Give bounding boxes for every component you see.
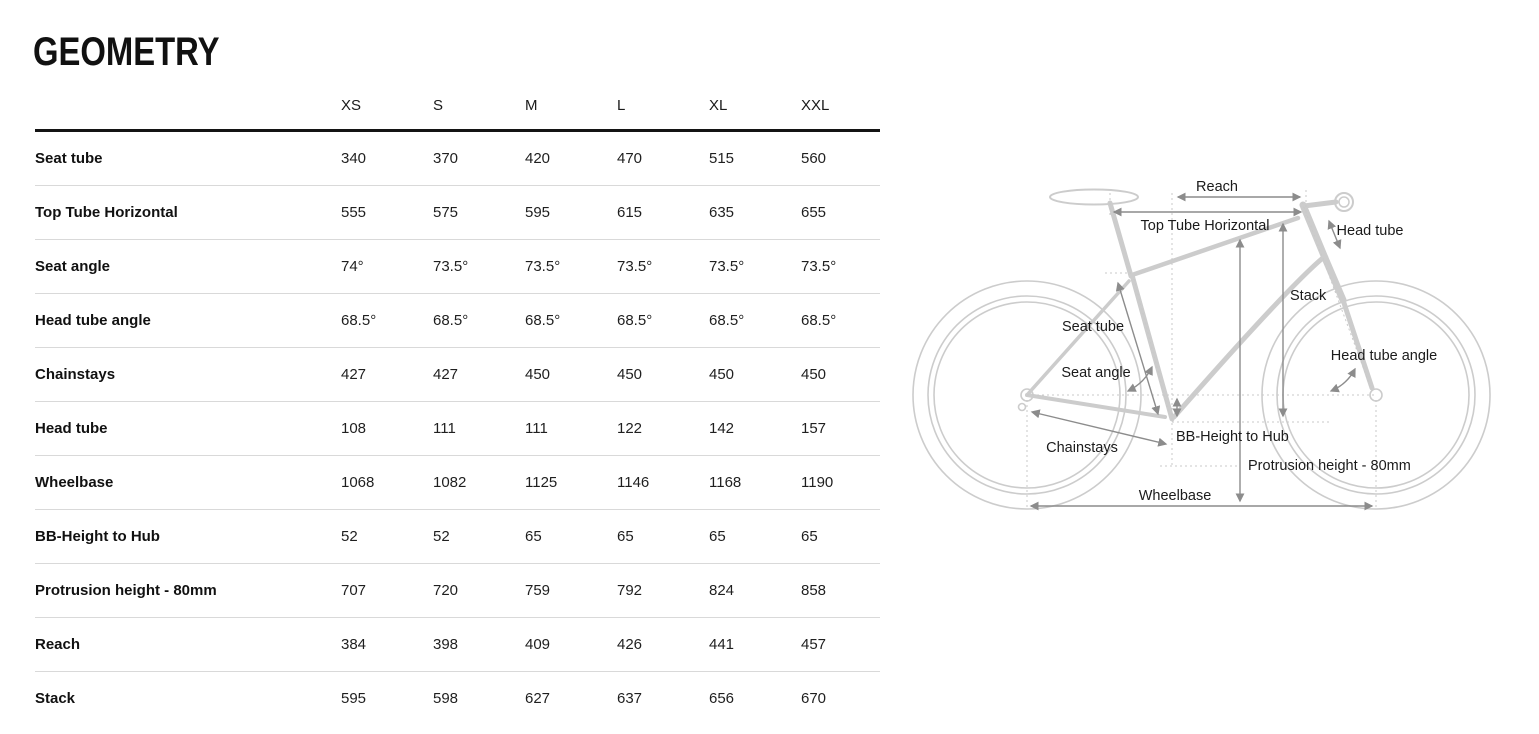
size-header-cell: XL bbox=[709, 96, 728, 114]
table-row bbox=[35, 132, 880, 186]
table-cell: 68.5° bbox=[709, 312, 745, 329]
size-header-cell: M bbox=[525, 96, 538, 114]
table-row bbox=[35, 402, 880, 456]
table-cell: 615 bbox=[617, 204, 643, 221]
table-cell: 441 bbox=[709, 636, 735, 653]
table-cell: 111 bbox=[433, 420, 456, 437]
table-cell: 73.5° bbox=[709, 258, 745, 275]
row-label: Seat tube bbox=[35, 150, 103, 167]
table-cell: 68.5° bbox=[617, 312, 653, 329]
size-header-cell: L bbox=[617, 96, 626, 114]
top-tube-horizontal-label: Top Tube Horizontal bbox=[1140, 218, 1270, 234]
table-cell: 450 bbox=[525, 366, 551, 383]
table-cell: 637 bbox=[617, 690, 643, 707]
table-row bbox=[35, 618, 880, 672]
table-cell: 1168 bbox=[709, 474, 742, 491]
table-cell: 68.5° bbox=[433, 312, 469, 329]
table-cell: 65 bbox=[801, 528, 818, 545]
table-cell: 1190 bbox=[801, 474, 834, 491]
geometry-table-header bbox=[35, 81, 880, 132]
table-cell: 420 bbox=[525, 150, 551, 167]
table-row bbox=[35, 456, 880, 510]
table-cell: 457 bbox=[801, 636, 827, 653]
table-cell: 73.5° bbox=[801, 258, 837, 275]
reach-label: Reach bbox=[1196, 179, 1238, 195]
table-cell: 157 bbox=[801, 420, 827, 437]
table-cell: 1125 bbox=[525, 474, 558, 491]
table-cell: 450 bbox=[617, 366, 643, 383]
table-row bbox=[35, 348, 880, 402]
size-header-cell: XS bbox=[341, 96, 362, 114]
seat-angle-label: Seat angle bbox=[1061, 365, 1131, 381]
row-label: Protrusion height - 80mm bbox=[35, 582, 217, 599]
bike-geometry-diagram bbox=[900, 165, 1539, 520]
table-cell: 560 bbox=[801, 150, 827, 167]
row-label: Seat angle bbox=[35, 258, 111, 275]
chainstays-label: Chainstays bbox=[1046, 440, 1118, 456]
table-cell: 65 bbox=[709, 528, 726, 545]
table-cell: 595 bbox=[341, 690, 367, 707]
table-cell: 108 bbox=[341, 420, 367, 437]
head-tube-label: Head tube bbox=[1336, 223, 1404, 239]
head-tube-angle-arc bbox=[1331, 369, 1355, 391]
table-cell: 792 bbox=[617, 582, 643, 599]
size-header-cell: XXL bbox=[801, 96, 830, 114]
table-cell: 340 bbox=[341, 150, 367, 167]
wheelbase-label: Wheelbase bbox=[1138, 488, 1212, 504]
table-cell: 52 bbox=[341, 528, 358, 545]
table-cell: 73.5° bbox=[433, 258, 469, 275]
table-cell: 111 bbox=[525, 420, 548, 437]
table-cell: 65 bbox=[525, 528, 542, 545]
table-cell: 450 bbox=[709, 366, 735, 383]
seat-tube-label: Seat tube bbox=[1061, 319, 1125, 335]
table-cell: 427 bbox=[433, 366, 459, 383]
table-cell: 142 bbox=[709, 420, 735, 437]
table-row bbox=[35, 510, 880, 564]
geometry-table bbox=[35, 81, 880, 725]
table-row bbox=[35, 564, 880, 618]
table-cell: 515 bbox=[709, 150, 735, 167]
row-label: Stack bbox=[35, 690, 76, 707]
table-cell: 595 bbox=[525, 204, 551, 221]
table-cell: 65 bbox=[617, 528, 634, 545]
table-cell: 858 bbox=[801, 582, 827, 599]
table-cell: 759 bbox=[525, 582, 551, 599]
row-label: Chainstays bbox=[35, 366, 116, 383]
table-row bbox=[35, 294, 880, 348]
table-cell: 720 bbox=[433, 582, 459, 599]
table-cell: 824 bbox=[709, 582, 735, 599]
row-label: Head tube bbox=[35, 420, 108, 437]
table-cell: 656 bbox=[709, 690, 735, 707]
table-row bbox=[35, 240, 880, 294]
table-cell: 122 bbox=[617, 420, 643, 437]
size-header-cell: S bbox=[433, 96, 444, 114]
table-cell: 398 bbox=[433, 636, 459, 653]
table-row bbox=[35, 186, 880, 240]
table-cell: 670 bbox=[801, 690, 827, 707]
page-title: GEOMETRY bbox=[33, 30, 220, 74]
table-cell: 555 bbox=[341, 204, 367, 221]
row-label: Head tube angle bbox=[35, 312, 151, 329]
table-cell: 707 bbox=[341, 582, 367, 599]
table-cell: 73.5° bbox=[617, 258, 653, 275]
table-cell: 470 bbox=[617, 150, 643, 167]
stack-label: Stack bbox=[1290, 288, 1327, 304]
front-wheel bbox=[1262, 281, 1490, 509]
table-cell: 68.5° bbox=[341, 312, 377, 329]
table-cell: 74° bbox=[341, 258, 364, 275]
table-cell: 68.5° bbox=[801, 312, 837, 329]
table-cell: 1082 bbox=[433, 474, 467, 491]
table-cell: 655 bbox=[801, 204, 827, 221]
table-cell: 426 bbox=[617, 636, 643, 653]
protrusion-height-label: Protrusion height - 80mm bbox=[1248, 458, 1411, 474]
table-cell: 68.5° bbox=[525, 312, 561, 329]
table-cell: 598 bbox=[433, 690, 459, 707]
table-cell: 1068 bbox=[341, 474, 375, 491]
table-cell: 1146 bbox=[617, 474, 650, 491]
table-cell: 73.5° bbox=[525, 258, 561, 275]
row-label: Wheelbase bbox=[35, 474, 114, 491]
table-row bbox=[35, 672, 880, 725]
table-cell: 427 bbox=[341, 366, 367, 383]
table-cell: 384 bbox=[341, 636, 367, 653]
table-cell: 409 bbox=[525, 636, 551, 653]
table-cell: 52 bbox=[433, 528, 450, 545]
bb-height-to-hub-label: BB-Height to Hub bbox=[1176, 429, 1289, 445]
table-cell: 635 bbox=[709, 204, 735, 221]
row-label: Top Tube Horizontal bbox=[35, 204, 178, 221]
row-label: BB-Height to Hub bbox=[35, 528, 160, 545]
table-cell: 575 bbox=[433, 204, 459, 221]
row-label: Reach bbox=[35, 636, 81, 653]
table-cell: 370 bbox=[433, 150, 459, 167]
table-cell: 450 bbox=[801, 366, 827, 383]
geometry-table-body bbox=[35, 132, 880, 725]
table-cell: 627 bbox=[525, 690, 551, 707]
head-tube-angle-label: Head tube angle bbox=[1330, 348, 1438, 364]
